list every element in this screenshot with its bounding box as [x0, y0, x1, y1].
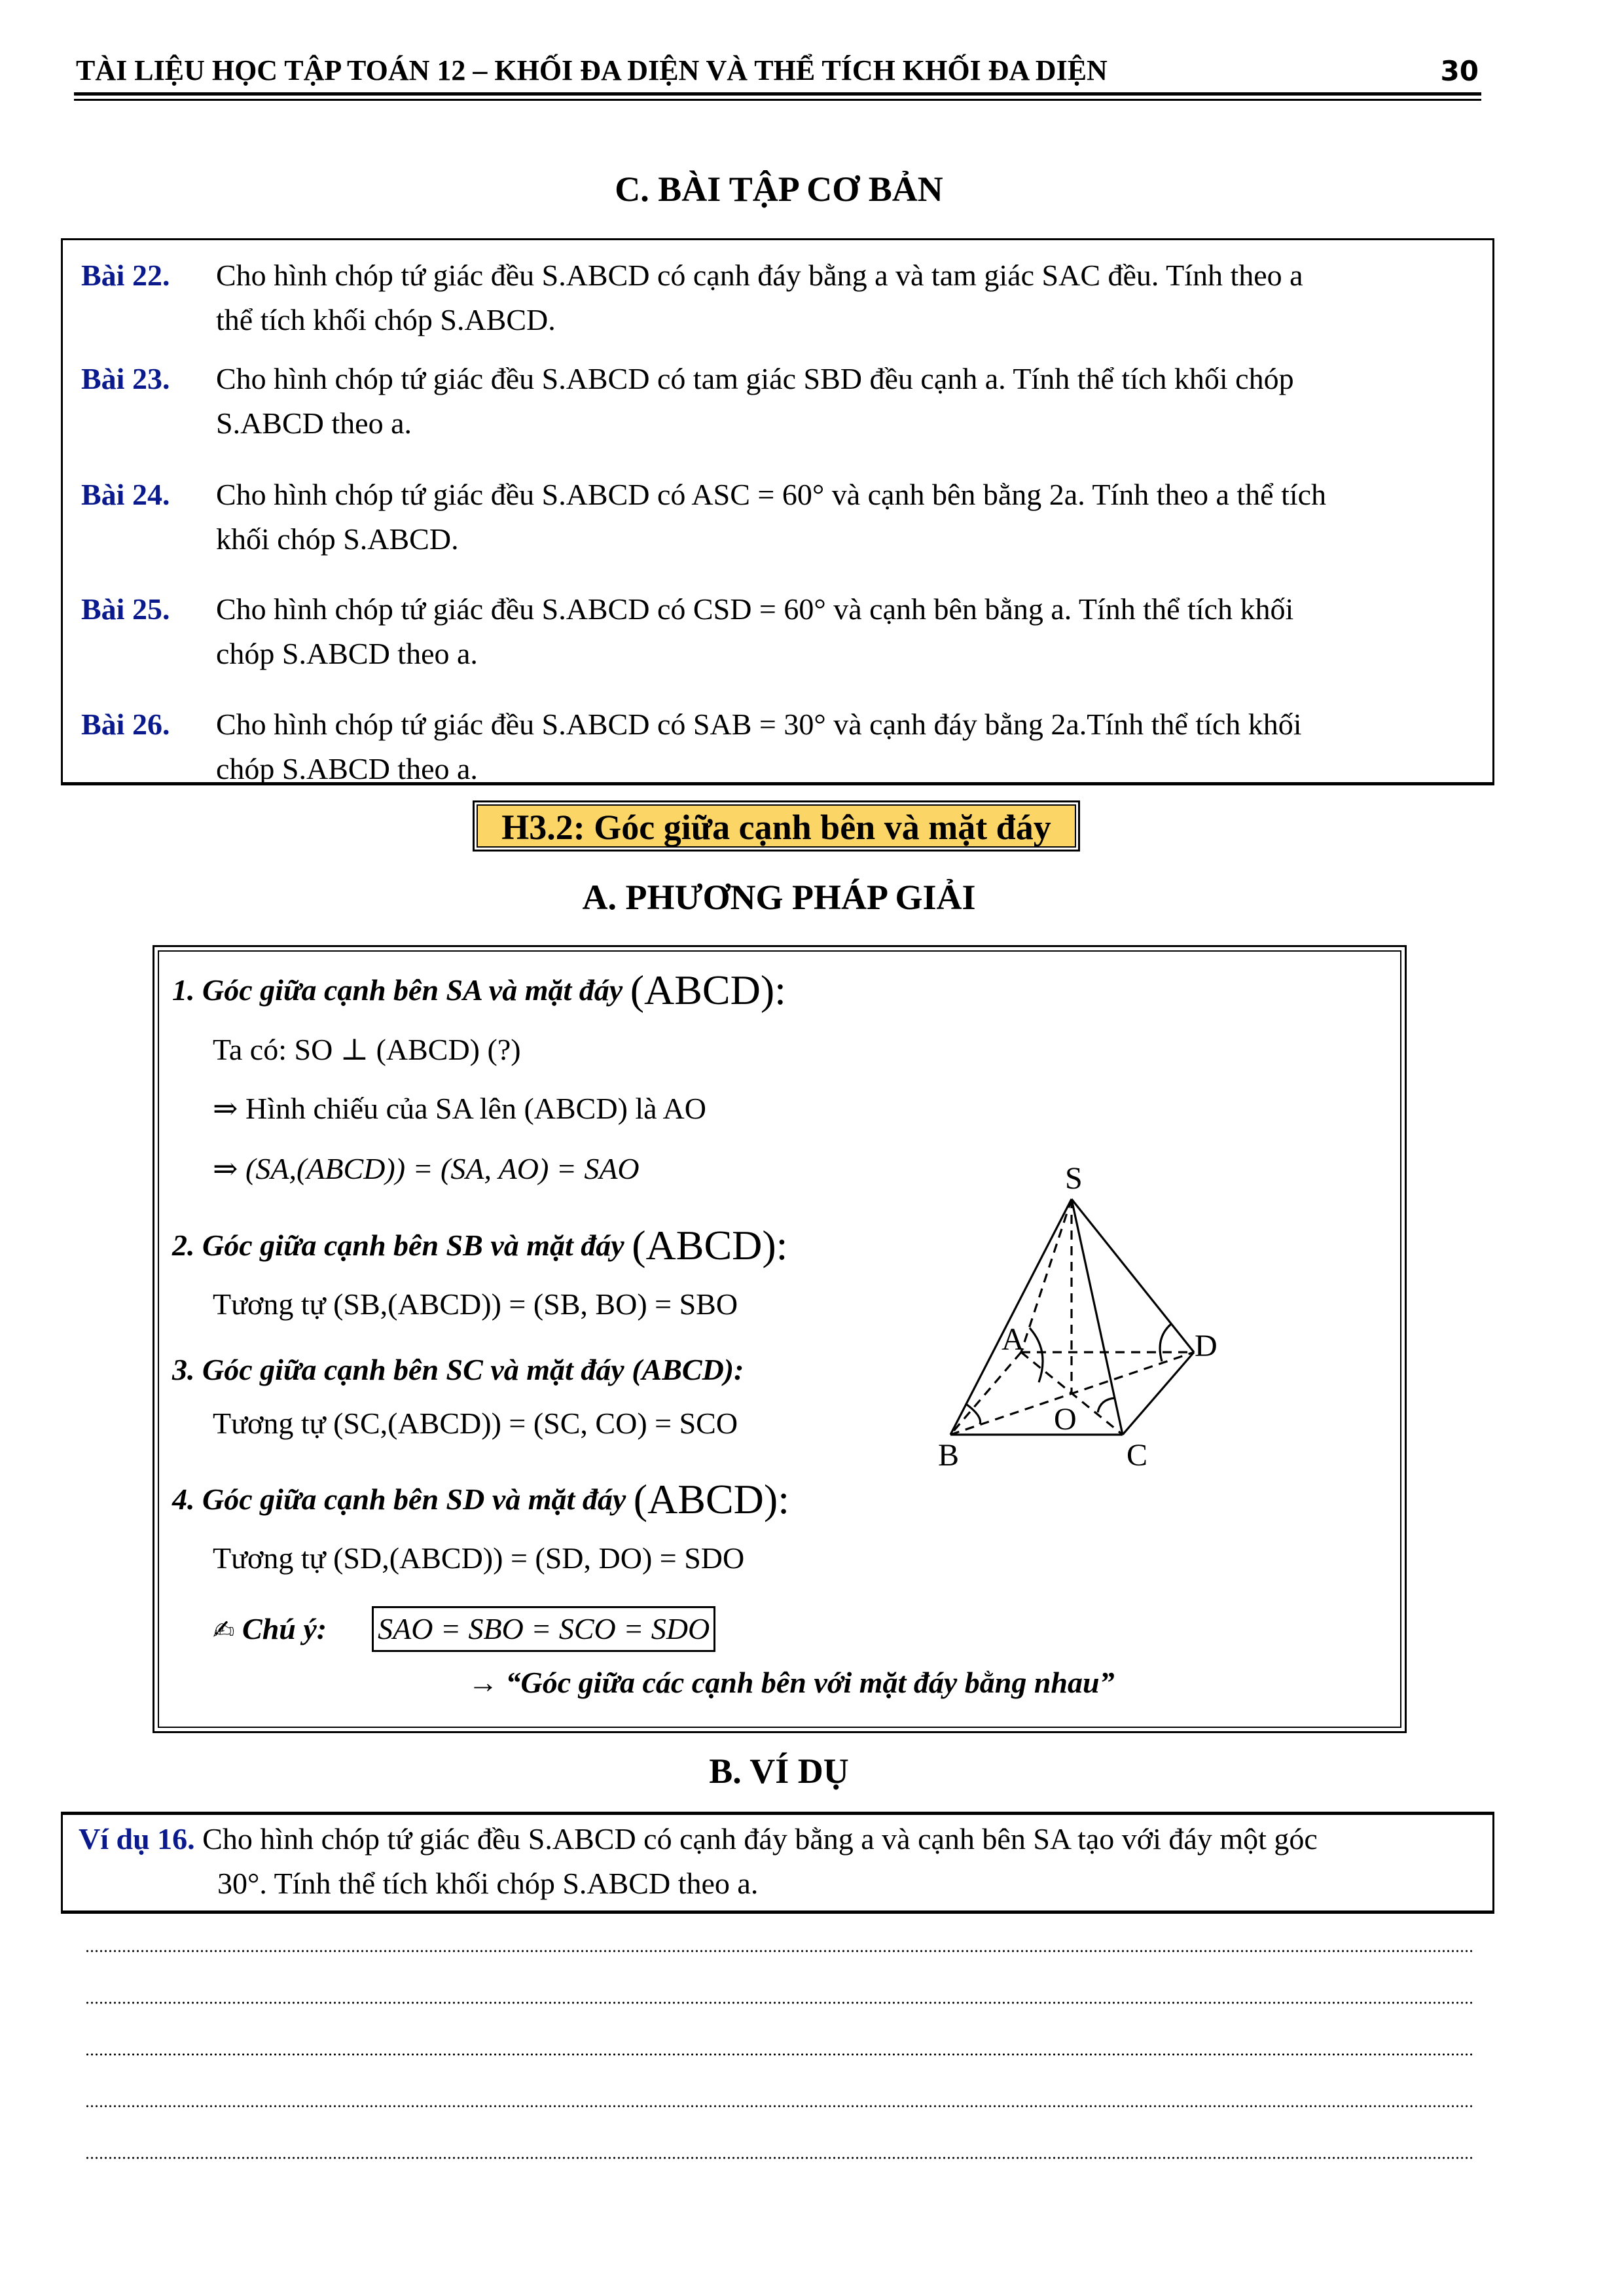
method-heading-3: 3. Góc giữa cạnh bên SC và mặt đáy (ABCD): — [172, 1353, 744, 1386]
note-label: Chú ý: — [242, 1612, 327, 1645]
exercise-box — [61, 238, 1494, 785]
example-label: Ví dụ 16. — [79, 1822, 195, 1856]
edge-SD — [1072, 1199, 1194, 1352]
exercise-label: Bài 25. — [81, 592, 170, 626]
exercise-text-line1: Cho hình chóp tứ giác đều S.ABCD có cạnh đáy bằng a và tam giác SAC đều. Tính theo a — [216, 259, 1303, 292]
answer-line[interactable] — [85, 1950, 1473, 1952]
vertex-label-C: C — [1127, 1438, 1148, 1473]
method-line-3: ⇒ (SA,(ABCD)) = (SA, AO) = SAO — [213, 1152, 640, 1185]
note-formula: SAO = SBO = SCO = SDO — [372, 1606, 715, 1652]
method-heading-1 — [172, 966, 786, 1014]
edge-SA — [1021, 1199, 1072, 1352]
topic-heading: H3.2: Góc giữa cạnh bên và mặt đáy — [477, 804, 1076, 848]
answer-line[interactable] — [85, 2001, 1473, 2004]
method-heading-1-plane: (ABCD): — [630, 967, 786, 1013]
exercise-label: Bài 23. — [81, 362, 170, 395]
method-heading-4-text: 4. Góc giữa cạnh bên SD và mặt đáy — [172, 1482, 626, 1516]
method-line-2: ⇒ Hình chiếu của SA lên (ABCD) là AO — [213, 1092, 706, 1125]
section-a-title: A. PHƯƠNG PHÁP GIẢI — [582, 878, 976, 917]
header-title: TÀI LIỆU HỌC TẬP TOÁN 12 – KHỐI ĐA DIỆN VÀ THỂ TÍCH KHỐI ĐA DIỆN — [76, 54, 1108, 86]
method-line-6: Tương tự (SD,(ABCD)) = (SD, DO) = SDO — [213, 1541, 745, 1575]
section-b-title: B. VÍ DỤ — [709, 1751, 849, 1791]
example-text-line1: Cho hình chóp tứ giác đều S.ABCD có cạnh đáy bằng a và cạnh bên SA tạo với đáy một góc — [202, 1822, 1318, 1856]
exercise-item — [81, 702, 1482, 791]
header-rule-thin — [74, 99, 1481, 101]
example-line-1 — [79, 1821, 1318, 1856]
example-text-line2: 30°. Tính thể tích khối chóp S.ABCD theo a. — [217, 1867, 759, 1900]
vertex-label-O: O — [1054, 1402, 1077, 1437]
exercise-text-line1: Cho hình chóp tứ giác đều S.ABCD có SAB = 30° và cạnh đáy bằng 2a.Tính thể tích khối — [216, 708, 1302, 741]
method-heading-2-text: 2. Góc giữa cạnh bên SB và mặt đáy — [172, 1229, 624, 1262]
exercise-text-line2: chóp S.ABCD theo a. — [216, 637, 478, 670]
exercise-item — [81, 357, 1482, 446]
header-rule — [74, 92, 1481, 96]
answer-line[interactable] — [85, 2105, 1473, 2108]
writing-hand-icon: ✍ — [213, 1615, 235, 1645]
exercise-text-line2: S.ABCD theo a. — [216, 406, 412, 440]
exercise-label: Bài 26. — [81, 708, 170, 741]
note-row — [213, 1606, 715, 1652]
edge-SB — [950, 1199, 1072, 1435]
vertex-label-A: A — [1001, 1322, 1024, 1357]
note-conclusion: → “Góc giữa các cạnh bên với mặt đáy bằng nhau” — [468, 1666, 1115, 1699]
method-heading-1-text: 1. Góc giữa cạnh bên SA và mặt đáy — [172, 973, 623, 1007]
exercise-text-line1: Cho hình chóp tứ giác đều S.ABCD có tam giác SBD đều cạnh a. Tính thể tích khối chóp — [216, 362, 1294, 395]
exercise-item — [81, 473, 1482, 562]
method-box — [153, 945, 1407, 1733]
edge-SC — [1072, 1199, 1123, 1435]
vertex-label-S: S — [1065, 1161, 1083, 1196]
example-box — [61, 1812, 1494, 1914]
method-heading-4 — [172, 1475, 789, 1524]
topic-heading-box — [473, 800, 1080, 852]
angle-arc-A — [1030, 1328, 1043, 1382]
exercise-item — [81, 587, 1482, 676]
method-line-5: Tương tự (SC,(ABCD)) = (SC, CO) = SCO — [213, 1407, 738, 1440]
page-number: 30 — [1440, 55, 1479, 87]
pyramid-figure — [916, 1155, 1374, 1547]
vertex-label-B: B — [938, 1438, 960, 1473]
exercise-label: Bài 22. — [81, 259, 170, 292]
exercise-text-line2: khối chóp S.ABCD. — [216, 522, 459, 556]
angle-arc-D — [1160, 1324, 1171, 1361]
method-line-4: Tương tự (SB,(ABCD)) = (SB, BO) = SBO — [213, 1287, 738, 1321]
exercise-text-line1: Cho hình chóp tứ giác đều S.ABCD có CSD = 60° và cạnh bên bằng a. Tính thể tích khối — [216, 592, 1294, 626]
exercise-text-line1: Cho hình chóp tứ giác đều S.ABCD có ASC = 60° và cạnh bên bằng 2a. Tính theo a thể tích — [216, 478, 1327, 511]
section-c-title: C. BÀI TẬP CƠ BẢN — [615, 170, 943, 209]
method-box-inner — [158, 950, 1401, 1728]
method-line-1: Ta có: SO ⊥ (ABCD) (?) — [213, 1033, 521, 1066]
exercise-item — [81, 253, 1482, 342]
answer-line[interactable] — [85, 2157, 1473, 2159]
exercise-text-line2: thể tích khối chóp S.ABCD. — [216, 303, 556, 336]
exercise-text-line2: chóp S.ABCD theo a. — [216, 752, 478, 785]
angle-arc-C — [1098, 1398, 1115, 1412]
edge-CD — [1123, 1352, 1194, 1435]
method-heading-4-plane: (ABCD): — [633, 1476, 789, 1522]
method-heading-2 — [172, 1221, 787, 1270]
answer-line[interactable] — [85, 2053, 1473, 2056]
exercise-label: Bài 24. — [81, 478, 170, 511]
vertex-label-D: D — [1195, 1329, 1218, 1363]
method-heading-2-plane: (ABCD): — [632, 1222, 788, 1268]
